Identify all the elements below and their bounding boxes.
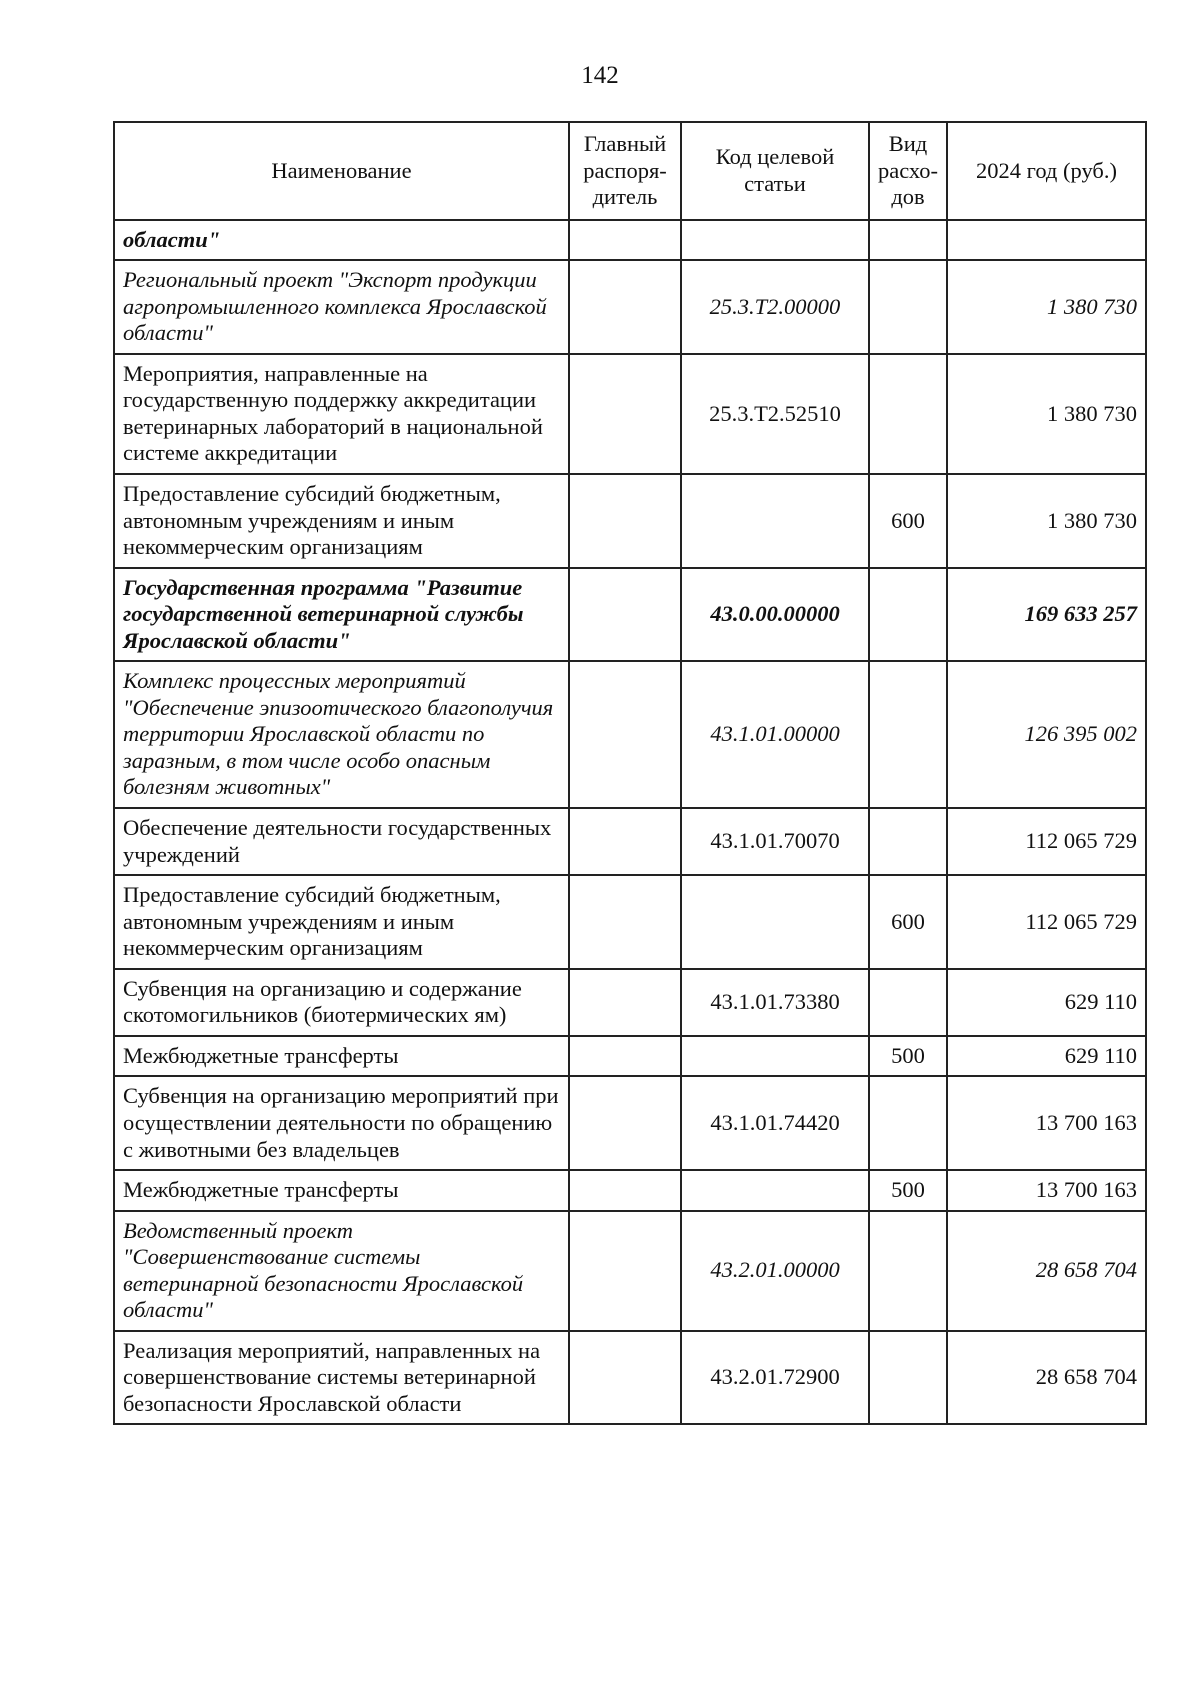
row-main-manager: [569, 260, 681, 354]
row-expense-kind: [869, 808, 947, 875]
row-main-manager: [569, 1211, 681, 1331]
header-name: Наименование: [114, 122, 569, 220]
row-target-code: 43.1.01.00000: [681, 661, 869, 808]
row-main-manager: [569, 354, 681, 474]
table-row: [114, 260, 1146, 354]
row-name: Реализация мероприятий, направленных на совершенствование системы ветеринарной безопасности Ярославской области: [114, 1331, 569, 1425]
table-row: [114, 354, 1146, 474]
row-amount: 1 380 730: [947, 474, 1146, 568]
table-row: [114, 220, 1146, 261]
row-amount: 629 110: [947, 969, 1146, 1036]
table-row: [114, 875, 1146, 969]
row-amount: 28 658 704: [947, 1331, 1146, 1425]
row-main-manager: [569, 1331, 681, 1425]
row-amount: 1 380 730: [947, 260, 1146, 354]
row-name: Межбюджетные трансферты: [114, 1170, 569, 1211]
row-expense-kind: 600: [869, 875, 947, 969]
table-row: [114, 1211, 1146, 1331]
row-amount: 112 065 729: [947, 875, 1146, 969]
header-expense-kind: Вид расхо-дов: [869, 122, 947, 220]
header-amount-2024: 2024 год (руб.): [947, 122, 1146, 220]
row-target-code: 25.3.Т2.00000: [681, 260, 869, 354]
row-target-code: 43.1.01.73380: [681, 969, 869, 1036]
row-target-code: [681, 875, 869, 969]
row-expense-kind: 500: [869, 1170, 947, 1211]
row-name: Предоставление субсидий бюджетным, автономным учреждениям и иным некоммерческим организациям: [114, 474, 569, 568]
row-main-manager: [569, 969, 681, 1036]
table-row: [114, 661, 1146, 808]
row-main-manager: [569, 568, 681, 662]
row-main-manager: [569, 1076, 681, 1170]
row-amount: 169 633 257: [947, 568, 1146, 662]
row-main-manager: [569, 220, 681, 261]
table-row: [114, 969, 1146, 1036]
row-target-code: [681, 1036, 869, 1077]
row-main-manager: [569, 808, 681, 875]
row-expense-kind: 600: [869, 474, 947, 568]
row-amount: 112 065 729: [947, 808, 1146, 875]
page-number: 142: [581, 62, 619, 89]
row-name: Мероприятия, направленные на государственную поддержку аккредитации ветеринарных лабораторий в национальной системе аккредитации: [114, 354, 569, 474]
row-main-manager: [569, 661, 681, 808]
row-target-code: 43.1.01.74420: [681, 1076, 869, 1170]
header-target-code: Код целевой статьи: [681, 122, 869, 220]
table-body: [114, 220, 1146, 1425]
row-target-code: 43.1.01.70070: [681, 808, 869, 875]
row-name: Региональный проект "Экспорт продукции агропромышленного комплекса Ярославской области": [114, 260, 569, 354]
row-expense-kind: [869, 568, 947, 662]
row-target-code: 43.0.00.00000: [681, 568, 869, 662]
row-name: Комплекс процессных мероприятий "Обеспечение эпизоотического благополучия территории Ярославской области по заразным, в том числе особо опасным болезням животных": [114, 661, 569, 808]
row-name: Обеспечение деятельности государственных учреждений: [114, 808, 569, 875]
row-name: Межбюджетные трансферты: [114, 1036, 569, 1077]
row-name: Предоставление субсидий бюджетным, автономным учреждениям и иным некоммерческим организациям: [114, 875, 569, 969]
row-expense-kind: [869, 661, 947, 808]
row-target-code: 43.2.01.00000: [681, 1211, 869, 1331]
row-name: Государственная программа "Развитие государственной ветеринарной службы Ярославской области": [114, 568, 569, 662]
row-amount: 126 395 002: [947, 661, 1146, 808]
row-main-manager: [569, 875, 681, 969]
header-main-manager: Главный распоря-дитель: [569, 122, 681, 220]
table-row: [114, 1331, 1146, 1425]
row-expense-kind: [869, 220, 947, 261]
table-row: [114, 474, 1146, 568]
row-expense-kind: [869, 1331, 947, 1425]
row-name: Субвенция на организацию и содержание скотомогильников (биотермических ям): [114, 969, 569, 1036]
row-expense-kind: 500: [869, 1036, 947, 1077]
row-expense-kind: [869, 1211, 947, 1331]
budget-table: [113, 121, 1147, 1425]
row-target-code: 25.3.Т2.52510: [681, 354, 869, 474]
row-name: Субвенция на организацию мероприятий при осуществлении деятельности по обращению с животными без владельцев: [114, 1076, 569, 1170]
row-target-code: [681, 220, 869, 261]
row-expense-kind: [869, 969, 947, 1036]
row-target-code: 43.2.01.72900: [681, 1331, 869, 1425]
table-row: [114, 1170, 1146, 1211]
row-target-code: [681, 474, 869, 568]
row-amount: [947, 220, 1146, 261]
row-main-manager: [569, 1036, 681, 1077]
row-name: области": [114, 220, 569, 261]
row-amount: 28 658 704: [947, 1211, 1146, 1331]
table-row: [114, 568, 1146, 662]
row-expense-kind: [869, 260, 947, 354]
table-row: [114, 1076, 1146, 1170]
table-row: [114, 808, 1146, 875]
row-main-manager: [569, 1170, 681, 1211]
row-amount: 1 380 730: [947, 354, 1146, 474]
row-name: Ведомственный проект "Совершенствование системы ветеринарной безопасности Ярославской области": [114, 1211, 569, 1331]
row-target-code: [681, 1170, 869, 1211]
row-main-manager: [569, 474, 681, 568]
row-amount: 13 700 163: [947, 1076, 1146, 1170]
row-expense-kind: [869, 1076, 947, 1170]
table-row: [114, 1036, 1146, 1077]
row-amount: 13 700 163: [947, 1170, 1146, 1211]
row-amount: 629 110: [947, 1036, 1146, 1077]
row-expense-kind: [869, 354, 947, 474]
table-header-row: [114, 122, 1146, 220]
